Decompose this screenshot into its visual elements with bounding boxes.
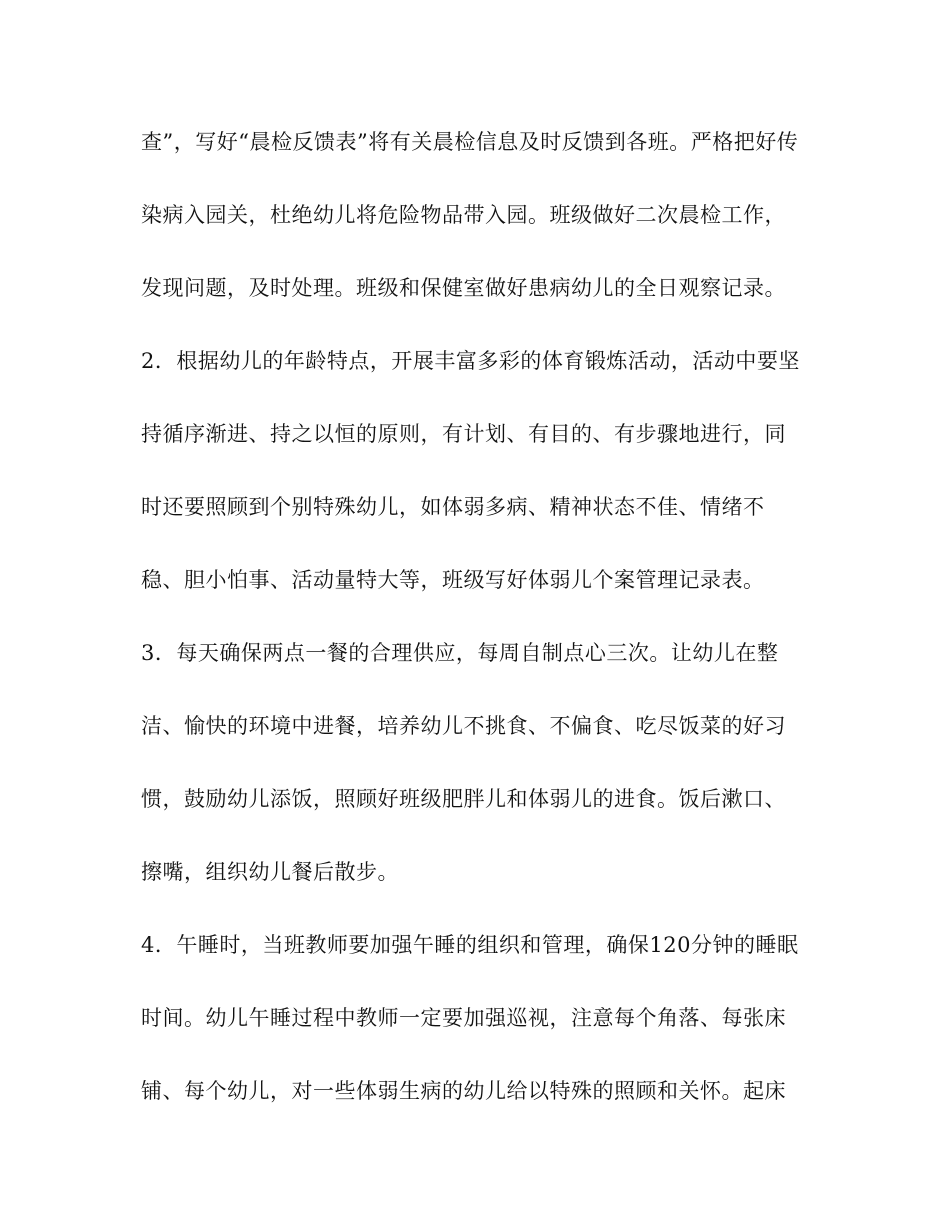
text-line: 染病入园关，杜绝幼儿将危险物品带入园。班级做好二次晨检工作，	[141, 203, 786, 227]
text-line: 3．每天确保两点一餐的合理供应，每周自制点心三次。让幼儿在整	[141, 641, 779, 665]
text-line: 洁、愉快的环境中进餐，培养幼儿不挑食、不偏食、吃尽饭菜的好习	[141, 714, 786, 738]
text-line: 2．根据幼儿的年龄特点，开展丰富多彩的体育锻炼活动，活动中要坚	[141, 349, 800, 373]
text-line: 铺、每个幼儿，对一些体弱生病的幼儿给以特殊的照顾和关怀。起床	[141, 1079, 786, 1103]
text-line: 擦嘴，组织幼儿餐后散步。	[141, 860, 399, 884]
text-line: 持循序渐进、持之以恒的原则，有计划、有目的、有步骤地进行，同	[141, 422, 786, 446]
text-line: 时还要照顾到个别特殊幼儿，如体弱多病、精神状态不佳、情绪不	[141, 495, 765, 519]
text-line: 惯，鼓励幼儿添饭，照顾好班级肥胖儿和体弱儿的进食。饭后漱口、	[141, 787, 786, 811]
document-body	[141, 118, 821, 1140]
text-line: 发现问题，及时处理。班级和保健室做好患病幼儿的全日观察记录。	[141, 276, 786, 300]
text-line: 查”，写好“晨检反馈表”将有关晨检信息及时反馈到各班。严格把好传	[141, 130, 799, 154]
text-line: 4．午睡时，当班教师要加强午睡的组织和管理，确保120分钟的睡眠	[141, 933, 799, 957]
text-line: 稳、胆小怕事、活动量特大等，班级写好体弱儿个案管理记录表。	[141, 568, 765, 592]
text-line: 时间。幼儿午睡过程中教师一定要加强巡视，注意每个角落、每张床	[141, 1006, 786, 1030]
